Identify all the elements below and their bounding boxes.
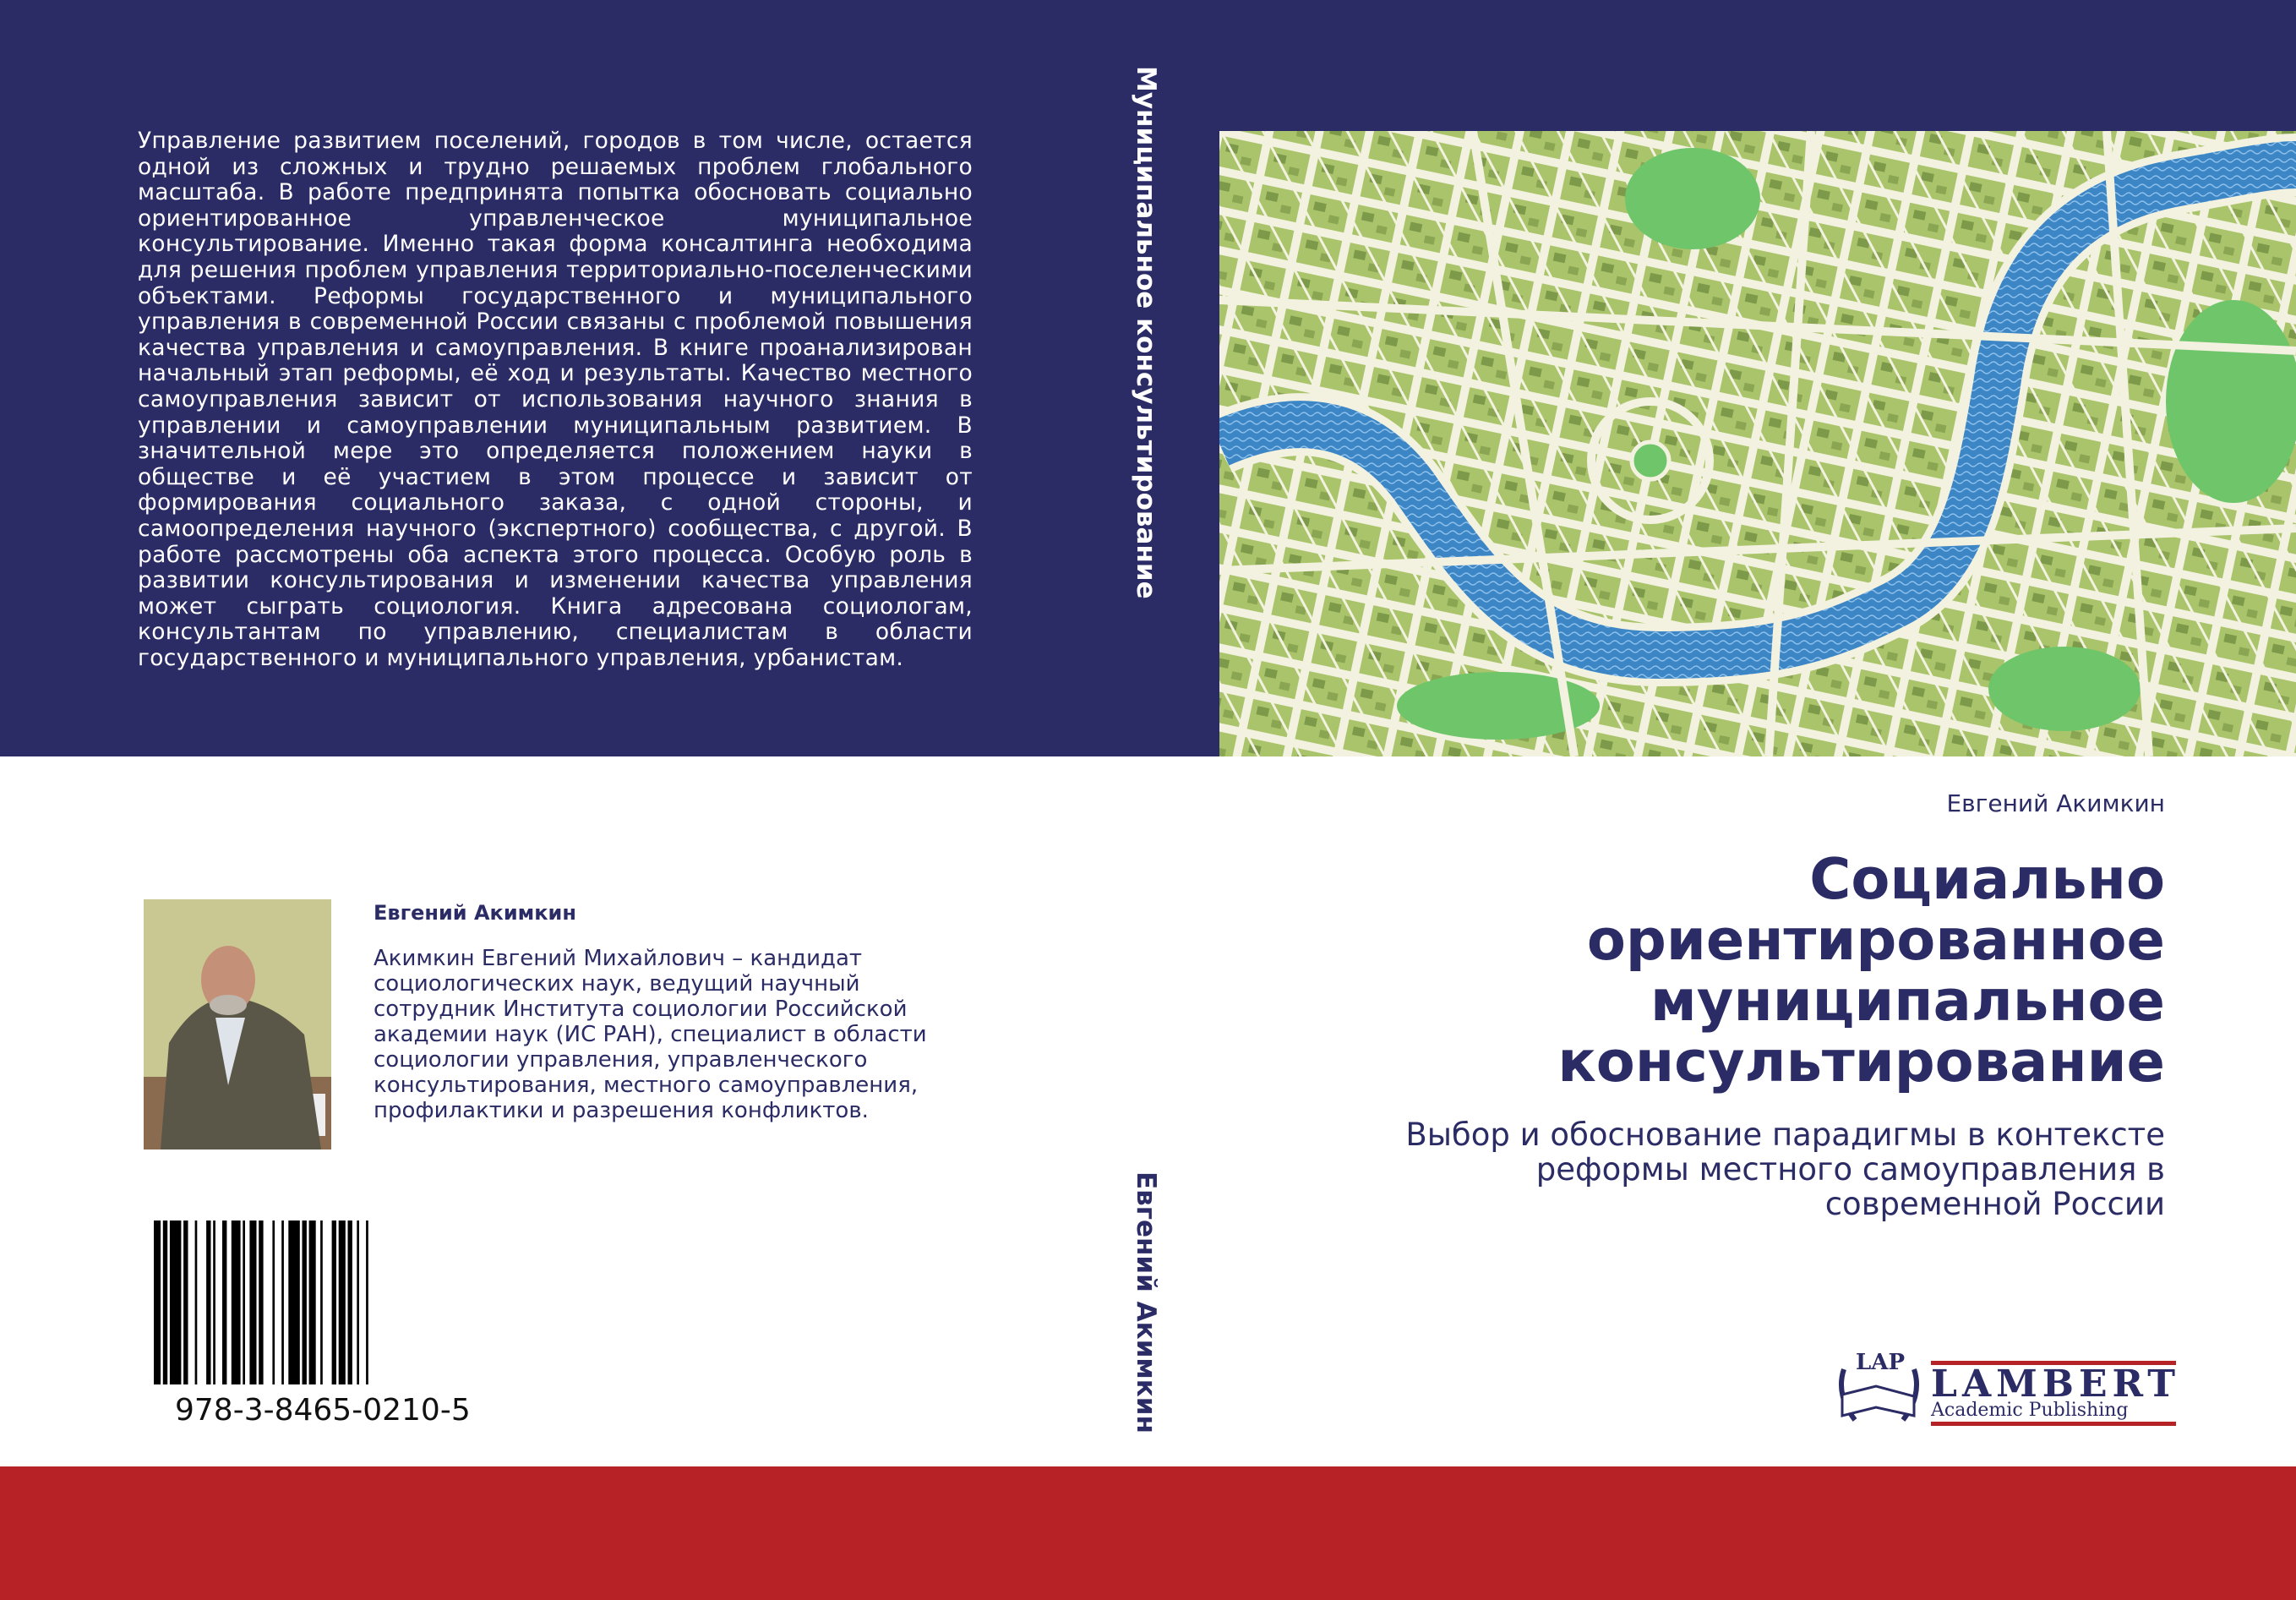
barcode-bar [309, 1220, 316, 1384]
title-line: Социально [1809, 846, 2165, 912]
barcode-bar [259, 1220, 263, 1384]
publisher-tagline: Academic Publishing [1931, 1400, 2129, 1421]
barcode-bar [272, 1220, 275, 1384]
publisher-logo [1834, 1344, 2180, 1433]
publisher-name: LAMBERT [1931, 1362, 2180, 1406]
barcode-bar [206, 1220, 210, 1384]
isbn-barcode [154, 1220, 456, 1384]
city-map-illustration [1219, 131, 2296, 756]
barcode-bar [348, 1220, 352, 1384]
barcode-bar [154, 1220, 161, 1384]
title-line: консультирование [1557, 1029, 2165, 1095]
barcode-bar [366, 1220, 368, 1384]
isbn-number: 978-3-8465-0210-5 [175, 1393, 471, 1428]
barcode-bar [243, 1220, 245, 1384]
barcode-bar [249, 1220, 256, 1384]
book-title [1320, 846, 2165, 1095]
logo-mark-text: LAP [1855, 1350, 1906, 1375]
barcode-bar [183, 1220, 188, 1384]
barcode-bar [332, 1220, 336, 1384]
spine-title: Муниципальное консультирование [1131, 66, 1161, 599]
subtitle-line: реформы местного самоуправления в [1535, 1151, 2165, 1188]
barcode-bar [281, 1220, 284, 1384]
barcode-bar [232, 1220, 241, 1384]
author-bio: Акимкин Евгений Михайлович – кандидат социологических наук, ведущий научный сотрудник Института социологии Российской академии наук (ИС РАН), специалист в области социологии управления, управленческого консультирования, местного самоуправления, профилактики и разрешения конфликтов. [374, 946, 927, 1123]
title-line: ориентированное [1586, 907, 2165, 973]
barcode-bar [357, 1220, 359, 1384]
barcode-bar [288, 1220, 300, 1384]
barcode-bar [303, 1220, 307, 1384]
author-name: Евгений Акимкин [374, 901, 576, 925]
bottom-red-band [0, 1466, 2296, 1600]
author-photo [144, 899, 331, 1149]
subtitle-line: Выбор и обоснование парадигмы в контексте [1405, 1117, 2165, 1153]
barcode-bar [320, 1220, 323, 1384]
barcode-bar [195, 1220, 198, 1384]
title-line: муниципальное [1650, 968, 2165, 1034]
spine-author: Евгений Акимкин [1131, 1171, 1161, 1433]
front-author: Евгений Акимкин [1946, 789, 2165, 817]
subtitle-line: современной России [1824, 1186, 2165, 1222]
barcode-bar [163, 1220, 167, 1384]
barcode-bar [213, 1220, 215, 1384]
barcode-bar [339, 1220, 346, 1384]
book-subtitle [1235, 1117, 2165, 1221]
barcode-bar [222, 1220, 226, 1384]
book-annotation: Управление развитием поселений, городов в том числе, остается одной из сложных и трудно решаемых проблем глобального масштаба. В работе предпринята попытка обосновать социально ориентированное управленческое муниципальное консультирование. Именно такая форма консалтинга необходима для решения проблем управления территориально-поселенческими объектами. Реформы государственного и муниципального управления в современной России связаны с проблемой повышения качества управления и самоуправления. В книге проанализирован начальный этап реформы, её ход и результаты. Качество местного самоуправления зависит от использования научного знания в управлении и самоуправлении муниципальным развитием. В значительной мере это определяется положением науки в обществе и её участием в этом процессе и зависит от формирования социального заказа, с одной стороны, и самоопределения научного (экспертного) сообщества, с другой. В работе рассмотрены оба аспекта этого процесса. Особую роль в развитии консультирования и изменении качества управления может сыграть социология. Книга адресована социологам, консультантам по управлению, специалистам в области государственного и муниципального управления, урбанистам. [138, 128, 973, 671]
laurel-book-icon [1841, 1350, 1917, 1420]
barcode-bar [170, 1220, 182, 1384]
